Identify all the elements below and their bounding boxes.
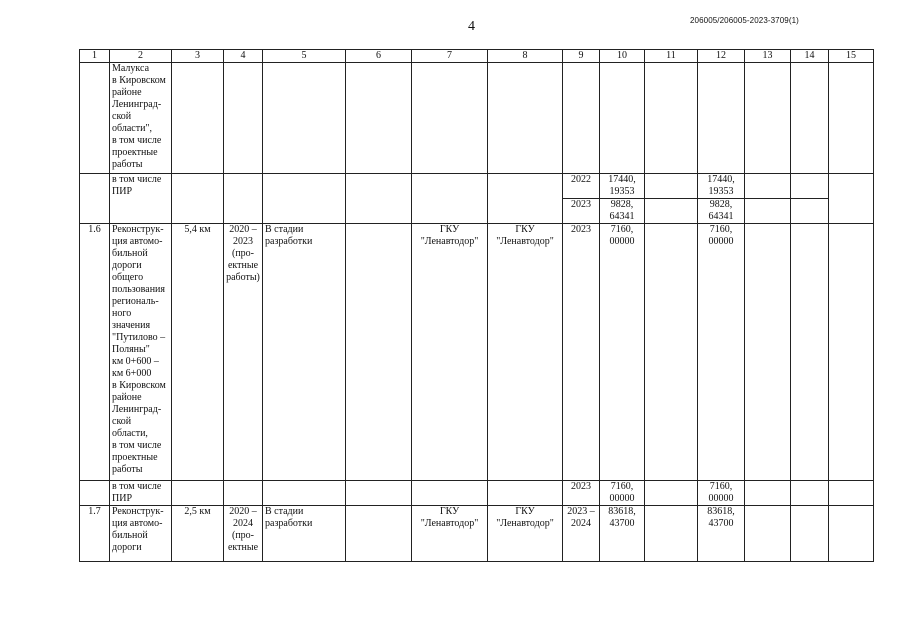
- status-cell: В стадии разработки: [263, 224, 346, 481]
- amount-cell: 83618, 43700: [600, 506, 645, 562]
- amount-cell: 7160, 00000: [698, 224, 745, 481]
- table-row: [80, 224, 874, 481]
- year-cell: 2023: [563, 481, 600, 506]
- cell: [412, 174, 488, 224]
- table-row: [80, 481, 874, 506]
- column-header: 3: [172, 50, 224, 63]
- cell: [172, 174, 224, 224]
- cell: [263, 63, 346, 174]
- column-header: 13: [745, 50, 791, 63]
- amount-cell: 17440, 19353: [600, 174, 645, 199]
- column-header: 8: [488, 50, 563, 63]
- cell: [346, 63, 412, 174]
- year-cell: 2022: [563, 174, 600, 199]
- table-row: [80, 506, 874, 562]
- cell: [791, 224, 829, 481]
- column-header: 5: [263, 50, 346, 63]
- cell: [80, 63, 110, 174]
- executor-cell: ГКУ "Ленавтодор": [488, 506, 563, 562]
- length-cell: 5,4 км: [172, 224, 224, 481]
- cell: [745, 506, 791, 562]
- cell: [412, 63, 488, 174]
- executor-cell: ГКУ "Ленавтодор": [488, 224, 563, 481]
- object-name-cell: Реконструк- ция автомо- бильной дороги общего пользования региональ- ного значения "Путилово – Поляны" км 0+600 – км 6+000 в Кировском районе Ленинград- ской области, в том числе проектные работы: [110, 224, 172, 481]
- cell: [645, 199, 698, 224]
- column-header: 9: [563, 50, 600, 63]
- cell: [791, 481, 829, 506]
- table-row: [80, 174, 874, 199]
- table-row: [80, 63, 874, 174]
- cell: [829, 224, 874, 481]
- column-header: 12: [698, 50, 745, 63]
- customer-cell: ГКУ "Ленавтодор": [412, 224, 488, 481]
- cell: [829, 174, 874, 224]
- cell: [791, 506, 829, 562]
- cell: [224, 174, 263, 224]
- object-name-cell: в том числе ПИР: [110, 481, 172, 506]
- year-cell: 2023: [563, 224, 600, 481]
- object-name-cell: Реконструк- ция автомо- бильной дороги: [110, 506, 172, 562]
- cell: [488, 174, 563, 224]
- cell: [645, 174, 698, 199]
- year-cell: 2023: [563, 199, 600, 224]
- column-header: 11: [645, 50, 698, 63]
- cell: [745, 199, 791, 224]
- item-number-cell: 1.6: [80, 224, 110, 481]
- cell: [80, 481, 110, 506]
- amount-cell: 7160, 00000: [698, 481, 745, 506]
- object-name-cell: в том числе ПИР: [110, 174, 172, 224]
- cell: [80, 174, 110, 224]
- cell: [563, 63, 600, 174]
- column-number-row: [80, 50, 874, 63]
- column-header: 14: [791, 50, 829, 63]
- cell: [172, 481, 224, 506]
- cell: [745, 63, 791, 174]
- column-header: 15: [829, 50, 874, 63]
- cell: [645, 63, 698, 174]
- cell: [488, 481, 563, 506]
- cell: [745, 174, 791, 199]
- cell: [829, 481, 874, 506]
- cell: [263, 481, 346, 506]
- cell: [346, 481, 412, 506]
- cell: [645, 506, 698, 562]
- cell: [829, 506, 874, 562]
- column-header: 7: [412, 50, 488, 63]
- amount-cell: 7160, 00000: [600, 481, 645, 506]
- cell: [745, 224, 791, 481]
- cell: [698, 63, 745, 174]
- amount-cell: 17440, 19353: [698, 174, 745, 199]
- cell: [346, 224, 412, 481]
- period-cell: 2020 – 2024 (про- ектные: [224, 506, 263, 562]
- cell: [346, 174, 412, 224]
- page-number: 4: [468, 19, 475, 34]
- column-header: 1: [80, 50, 110, 63]
- item-number-cell: 1.7: [80, 506, 110, 562]
- cell: [791, 63, 829, 174]
- period-cell: 2020 – 2023 (про- ектные работы): [224, 224, 263, 481]
- column-header: 6: [346, 50, 412, 63]
- investment-table: [79, 49, 874, 562]
- cell: [263, 174, 346, 224]
- cell: [488, 63, 563, 174]
- amount-cell: 83618, 43700: [698, 506, 745, 562]
- column-header: 4: [224, 50, 263, 63]
- cell: [412, 481, 488, 506]
- cell: [645, 481, 698, 506]
- cell: [172, 63, 224, 174]
- cell: [224, 63, 263, 174]
- document-number: 206005/206005-2023-3709(1): [690, 16, 799, 25]
- amount-cell: 9828, 64341: [698, 199, 745, 224]
- year-cell: 2023 – 2024: [563, 506, 600, 562]
- amount-cell: 7160, 00000: [600, 224, 645, 481]
- cell: [346, 506, 412, 562]
- length-cell: 2,5 км: [172, 506, 224, 562]
- amount-cell: 9828, 64341: [600, 199, 645, 224]
- cell: [645, 224, 698, 481]
- cell: [224, 481, 263, 506]
- cell: [600, 63, 645, 174]
- object-name-cell: Малукса в Кировском районе Ленинград- ской области", в том числе проектные работы: [110, 63, 172, 174]
- cell: [745, 481, 791, 506]
- customer-cell: ГКУ "Ленавтодор": [412, 506, 488, 562]
- cell: [829, 63, 874, 174]
- column-header: 2: [110, 50, 172, 63]
- column-header: 10: [600, 50, 645, 63]
- status-cell: В стадии разработки: [263, 506, 346, 562]
- cell: [791, 199, 829, 224]
- cell: [791, 174, 829, 199]
